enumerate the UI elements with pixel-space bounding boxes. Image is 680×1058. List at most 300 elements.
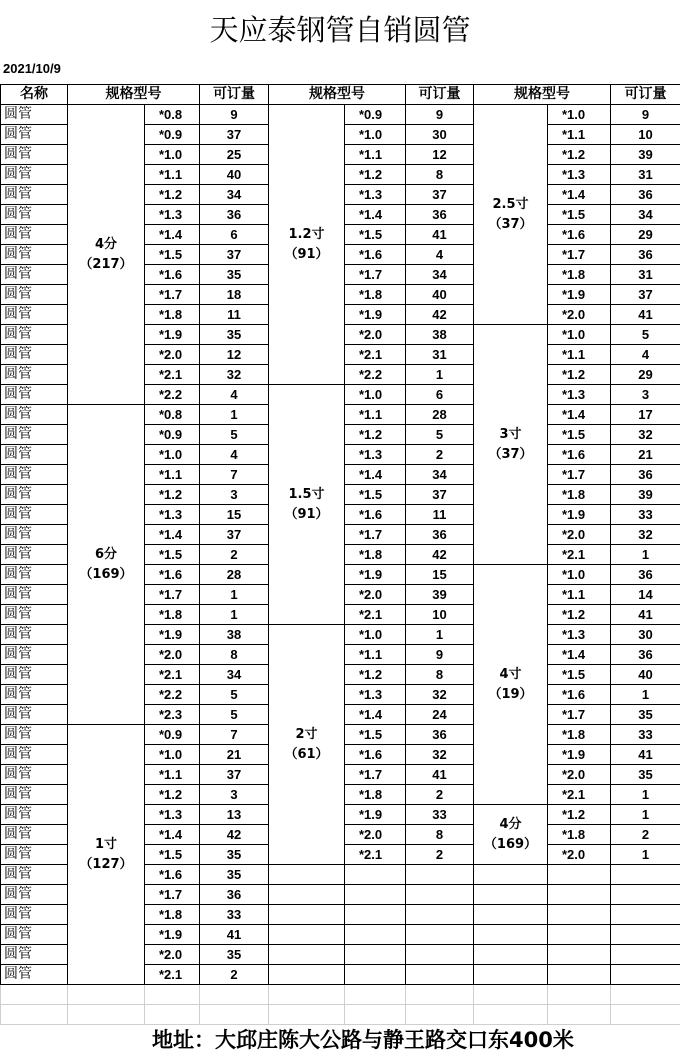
qty-cell: 36 [611, 465, 680, 485]
qty-cell: 35 [200, 325, 269, 345]
qty-cell: 1 [611, 545, 680, 565]
spec-cell: *2.0 [145, 345, 200, 365]
qty-cell: 1 [406, 365, 474, 385]
group-label-cell [474, 325, 548, 565]
qty-cell: 34 [611, 205, 680, 225]
spec-cell: *1.7 [548, 705, 611, 725]
empty-cell [611, 985, 680, 1005]
spec-cell: *1.8 [345, 785, 406, 805]
header-spec-2: 规格型号 [269, 85, 406, 105]
header-spec-1: 规格型号 [68, 85, 200, 105]
empty-cell [611, 885, 680, 905]
empty-cell [548, 965, 611, 985]
address-line: 地址：大邱庄陈大公路与静王路交口东400米 [152, 1028, 574, 1052]
qty-cell: 10 [406, 605, 474, 625]
qty-cell: 4 [611, 345, 680, 365]
empty-cell [611, 1005, 680, 1025]
qty-cell: 21 [611, 445, 680, 465]
group-size: 1.5寸 [288, 486, 325, 502]
item-name-cell: 圆管 [1, 345, 68, 365]
empty-cell [345, 1005, 406, 1025]
spec-cell: *1.7 [345, 265, 406, 285]
qty-cell: 10 [611, 125, 680, 145]
spec-cell: *2.2 [145, 385, 200, 405]
group-size: 4分 [94, 236, 118, 252]
spec-cell: *1.9 [548, 745, 611, 765]
qty-cell: 39 [611, 485, 680, 505]
qty-cell: 17 [611, 405, 680, 425]
item-name-cell: 圆管 [1, 265, 68, 285]
group-total: （127） [79, 856, 133, 872]
item-name-cell: 圆管 [1, 305, 68, 325]
qty-cell: 41 [200, 925, 269, 945]
item-name-cell: 圆管 [1, 585, 68, 605]
item-name-cell: 圆管 [1, 105, 68, 125]
empty-cell [68, 985, 145, 1005]
empty-cell [345, 865, 406, 885]
group-size: 2.5寸 [492, 196, 529, 212]
empty-cell [200, 985, 269, 1005]
qty-cell: 42 [406, 545, 474, 565]
qty-cell: 1 [611, 805, 680, 825]
spec-cell: *1.6 [345, 505, 406, 525]
spec-cell: *1.5 [145, 245, 200, 265]
spec-cell: *1.1 [345, 645, 406, 665]
item-name-cell: 圆管 [1, 725, 68, 745]
qty-cell: 36 [406, 525, 474, 545]
empty-cell [406, 865, 474, 885]
qty-cell: 40 [406, 285, 474, 305]
qty-cell: 36 [611, 185, 680, 205]
item-name-cell: 圆管 [1, 885, 68, 905]
item-name-cell: 圆管 [1, 785, 68, 805]
empty-cell [474, 1005, 548, 1025]
spec-cell: *0.9 [345, 105, 406, 125]
spec-cell: *1.6 [345, 745, 406, 765]
empty-cell [68, 1005, 145, 1025]
item-name-cell: 圆管 [1, 905, 68, 925]
qty-cell: 12 [406, 145, 474, 165]
empty-cell [474, 905, 548, 925]
spec-cell: *1.1 [145, 465, 200, 485]
qty-cell: 4 [200, 445, 269, 465]
spec-cell: *1.8 [145, 305, 200, 325]
group-total: （91） [284, 246, 329, 262]
spec-cell: *1.0 [548, 565, 611, 585]
item-name-cell: 圆管 [1, 125, 68, 145]
qty-cell: 1 [200, 605, 269, 625]
item-name-cell: 圆管 [1, 745, 68, 765]
spec-cell: *0.9 [145, 125, 200, 145]
group-label-cell [68, 405, 145, 725]
qty-cell: 29 [611, 225, 680, 245]
spec-cell: *1.7 [145, 285, 200, 305]
empty-cell [269, 865, 345, 885]
group-label-cell [474, 105, 548, 325]
empty-cell [269, 945, 345, 965]
item-name-cell: 圆管 [1, 805, 68, 825]
empty-cell [145, 985, 200, 1005]
empty-cell [269, 985, 345, 1005]
spec-cell: *1.2 [345, 165, 406, 185]
spec-cell: *1.7 [345, 525, 406, 545]
qty-cell: 5 [406, 425, 474, 445]
spec-cell: *1.5 [345, 725, 406, 745]
empty-cell [611, 905, 680, 925]
header-spec-3: 规格型号 [474, 85, 611, 105]
qty-cell: 33 [611, 505, 680, 525]
empty-cell [145, 1005, 200, 1025]
qty-cell: 18 [200, 285, 269, 305]
spec-cell: *1.1 [145, 165, 200, 185]
empty-cell [406, 965, 474, 985]
spec-cell: *2.1 [145, 965, 200, 985]
qty-cell: 9 [611, 105, 680, 125]
spec-cell: *1.9 [145, 925, 200, 945]
group-size: 2寸 [295, 726, 318, 742]
qty-cell: 15 [200, 505, 269, 525]
group-size: 4寸 [499, 666, 522, 682]
qty-cell: 1 [200, 405, 269, 425]
empty-cell [474, 885, 548, 905]
qty-cell: 2 [406, 845, 474, 865]
item-name-cell: 圆管 [1, 485, 68, 505]
table-row [1, 105, 680, 125]
blank-row [1, 985, 680, 1005]
empty-cell [345, 925, 406, 945]
spec-cell: *2.1 [345, 845, 406, 865]
qty-cell: 2 [611, 825, 680, 845]
empty-cell [548, 925, 611, 945]
group-label-cell [474, 805, 548, 865]
spec-cell: *2.0 [345, 325, 406, 345]
item-name-cell: 圆管 [1, 445, 68, 465]
item-name-cell: 圆管 [1, 625, 68, 645]
qty-cell: 12 [200, 345, 269, 365]
qty-cell: 41 [611, 605, 680, 625]
sheet-date: 2021/10/9 [3, 61, 61, 76]
group-size: 1.2寸 [288, 226, 325, 242]
spec-cell: *1.5 [345, 485, 406, 505]
empty-cell [474, 965, 548, 985]
spec-cell: *1.1 [345, 145, 406, 165]
item-name-cell: 圆管 [1, 605, 68, 625]
spec-cell: *0.8 [145, 405, 200, 425]
item-name-cell: 圆管 [1, 925, 68, 945]
inventory-table [0, 84, 680, 1025]
qty-cell: 32 [611, 425, 680, 445]
qty-cell: 35 [200, 945, 269, 965]
qty-cell: 15 [406, 565, 474, 585]
spec-cell: *1.3 [548, 625, 611, 645]
spec-cell: *1.2 [345, 665, 406, 685]
spec-cell: *1.6 [145, 865, 200, 885]
empty-cell [548, 865, 611, 885]
qty-cell: 5 [200, 425, 269, 445]
spec-cell: *1.8 [548, 485, 611, 505]
item-name-cell: 圆管 [1, 525, 68, 545]
spec-cell: *1.5 [548, 425, 611, 445]
spec-cell: *1.6 [145, 265, 200, 285]
header-qty-1: 可订量 [200, 85, 269, 105]
spec-cell: *1.4 [145, 525, 200, 545]
group-total: （91） [284, 506, 329, 522]
group-label-cell [269, 625, 345, 865]
qty-cell: 25 [200, 145, 269, 165]
group-total: （169） [79, 566, 133, 582]
spec-cell: *2.1 [548, 785, 611, 805]
empty-cell [269, 1005, 345, 1025]
qty-cell: 24 [406, 705, 474, 725]
header-name: 名称 [1, 85, 68, 105]
empty-cell [474, 945, 548, 965]
header-qty-3: 可订量 [611, 85, 680, 105]
spec-cell: *1.1 [548, 345, 611, 365]
spec-cell: *1.0 [145, 145, 200, 165]
empty-cell [611, 925, 680, 945]
table-body [1, 105, 680, 1025]
empty-cell [406, 945, 474, 965]
qty-cell: 3 [200, 785, 269, 805]
qty-cell: 7 [200, 465, 269, 485]
spec-cell: *1.4 [345, 205, 406, 225]
qty-cell: 41 [611, 745, 680, 765]
spec-cell: *1.7 [145, 885, 200, 905]
spec-cell: *1.8 [145, 905, 200, 925]
qty-cell: 4 [406, 245, 474, 265]
empty-cell [269, 925, 345, 945]
spec-cell: *1.3 [345, 685, 406, 705]
qty-cell: 1 [611, 685, 680, 705]
spec-cell: *1.4 [548, 645, 611, 665]
qty-cell: 41 [406, 225, 474, 245]
spec-cell: *2.3 [145, 705, 200, 725]
qty-cell: 11 [200, 305, 269, 325]
qty-cell: 37 [200, 765, 269, 785]
item-name-cell: 圆管 [1, 285, 68, 305]
spec-cell: *1.0 [345, 125, 406, 145]
empty-cell [611, 965, 680, 985]
qty-cell: 2 [200, 545, 269, 565]
qty-cell: 2 [406, 445, 474, 465]
spec-cell: *2.1 [345, 345, 406, 365]
qty-cell: 38 [406, 325, 474, 345]
spec-cell: *1.9 [345, 305, 406, 325]
qty-cell: 30 [611, 625, 680, 645]
item-name-cell: 圆管 [1, 865, 68, 885]
spec-cell: *1.9 [548, 505, 611, 525]
spec-cell: *1.3 [145, 805, 200, 825]
qty-cell: 9 [406, 645, 474, 665]
empty-cell [611, 945, 680, 965]
qty-cell: 36 [200, 205, 269, 225]
empty-cell [548, 985, 611, 1005]
item-name-cell: 圆管 [1, 845, 68, 865]
empty-cell [345, 945, 406, 965]
qty-cell: 4 [200, 385, 269, 405]
spec-cell: *2.0 [345, 825, 406, 845]
empty-cell [269, 905, 345, 925]
qty-cell: 34 [200, 185, 269, 205]
empty-cell [345, 965, 406, 985]
qty-cell: 6 [406, 385, 474, 405]
spec-cell: *0.8 [145, 105, 200, 125]
qty-cell: 32 [611, 525, 680, 545]
spec-cell: *1.3 [145, 505, 200, 525]
empty-cell [406, 985, 474, 1005]
spec-cell: *1.9 [145, 325, 200, 345]
qty-cell: 37 [200, 525, 269, 545]
spec-cell: *1.5 [145, 545, 200, 565]
qty-cell: 34 [406, 465, 474, 485]
qty-cell: 8 [406, 165, 474, 185]
spec-cell: *2.0 [548, 305, 611, 325]
spec-cell: *2.1 [548, 545, 611, 565]
spec-cell: *1.2 [345, 425, 406, 445]
group-size: 6分 [94, 546, 118, 562]
spec-cell: *1.0 [145, 745, 200, 765]
item-name-cell: 圆管 [1, 545, 68, 565]
qty-cell: 35 [200, 265, 269, 285]
item-name-cell: 圆管 [1, 365, 68, 385]
qty-cell: 5 [200, 685, 269, 705]
qty-cell: 31 [406, 345, 474, 365]
qty-cell: 33 [200, 905, 269, 925]
spec-cell: *1.3 [345, 445, 406, 465]
qty-cell: 14 [611, 585, 680, 605]
spec-cell: *1.0 [548, 105, 611, 125]
qty-cell: 30 [406, 125, 474, 145]
spec-cell: *1.9 [345, 565, 406, 585]
qty-cell: 2 [406, 785, 474, 805]
item-name-cell: 圆管 [1, 705, 68, 725]
qty-cell: 35 [611, 765, 680, 785]
empty-cell [474, 865, 548, 885]
qty-cell: 11 [406, 505, 474, 525]
item-name-cell: 圆管 [1, 765, 68, 785]
qty-cell: 28 [406, 405, 474, 425]
qty-cell: 37 [200, 125, 269, 145]
spec-cell: *0.9 [145, 725, 200, 745]
spec-cell: *1.6 [548, 445, 611, 465]
empty-cell [200, 1005, 269, 1025]
empty-cell [269, 965, 345, 985]
empty-cell [406, 925, 474, 945]
item-name-cell: 圆管 [1, 385, 68, 405]
spec-cell: *1.8 [548, 725, 611, 745]
empty-cell [1, 985, 68, 1005]
empty-cell [548, 885, 611, 905]
qty-cell: 1 [200, 585, 269, 605]
group-size: 3寸 [499, 426, 522, 442]
qty-cell: 41 [611, 305, 680, 325]
spec-cell: *2.2 [345, 365, 406, 385]
spec-cell: *1.9 [548, 285, 611, 305]
empty-cell [611, 865, 680, 885]
spec-cell: *0.9 [145, 425, 200, 445]
qty-cell: 42 [406, 305, 474, 325]
empty-cell [406, 885, 474, 905]
qty-cell: 40 [200, 165, 269, 185]
spec-cell: *1.2 [548, 605, 611, 625]
qty-cell: 29 [611, 365, 680, 385]
empty-cell [548, 1005, 611, 1025]
empty-cell [548, 945, 611, 965]
spec-cell: *1.0 [345, 625, 406, 645]
spec-cell: *1.8 [345, 285, 406, 305]
qty-cell: 36 [406, 725, 474, 745]
spec-cell: *1.8 [548, 265, 611, 285]
qty-cell: 32 [200, 365, 269, 385]
spec-cell: *2.1 [145, 665, 200, 685]
group-size: 1寸 [94, 836, 118, 852]
qty-cell: 35 [200, 845, 269, 865]
spec-cell: *1.2 [548, 805, 611, 825]
spec-cell: *1.2 [548, 365, 611, 385]
qty-cell: 36 [611, 245, 680, 265]
spec-cell: *2.2 [145, 685, 200, 705]
item-name-cell: 圆管 [1, 505, 68, 525]
qty-cell: 35 [611, 705, 680, 725]
spec-cell: *1.9 [145, 625, 200, 645]
spec-cell: *1.3 [345, 185, 406, 205]
empty-cell [269, 885, 345, 905]
spec-cell: *1.1 [345, 405, 406, 425]
qty-cell: 39 [406, 585, 474, 605]
qty-cell: 6 [200, 225, 269, 245]
qty-cell: 40 [611, 665, 680, 685]
group-label-cell [68, 105, 145, 405]
spec-cell: *1.8 [345, 545, 406, 565]
spec-cell: *1.0 [145, 445, 200, 465]
spec-cell: *1.4 [548, 185, 611, 205]
qty-cell: 2 [200, 965, 269, 985]
item-name-cell: 圆管 [1, 665, 68, 685]
qty-cell: 31 [611, 265, 680, 285]
spec-cell: *1.6 [345, 245, 406, 265]
qty-cell: 9 [200, 105, 269, 125]
qty-cell: 1 [406, 625, 474, 645]
qty-cell: 38 [200, 625, 269, 645]
spec-cell: *1.8 [548, 825, 611, 845]
spec-cell: *1.0 [548, 325, 611, 345]
spec-cell: *1.3 [548, 385, 611, 405]
blank-row [1, 1005, 680, 1025]
empty-cell [406, 1005, 474, 1025]
spec-cell: *2.0 [345, 585, 406, 605]
qty-cell: 36 [611, 565, 680, 585]
item-name-cell: 圆管 [1, 405, 68, 425]
qty-cell: 41 [406, 765, 474, 785]
spec-cell: *1.4 [548, 405, 611, 425]
qty-cell: 3 [200, 485, 269, 505]
spec-cell: *1.4 [345, 705, 406, 725]
group-total: （61） [284, 746, 329, 762]
qty-cell: 21 [200, 745, 269, 765]
spec-cell: *1.4 [345, 465, 406, 485]
qty-cell: 36 [406, 205, 474, 225]
empty-cell [474, 985, 548, 1005]
empty-cell [406, 905, 474, 925]
spec-cell: *1.5 [548, 205, 611, 225]
group-total: （217） [79, 256, 133, 272]
spec-cell: *1.2 [145, 185, 200, 205]
qty-cell: 7 [200, 725, 269, 745]
spec-cell: *1.1 [548, 585, 611, 605]
empty-cell [345, 985, 406, 1005]
spec-cell: *1.7 [145, 585, 200, 605]
qty-cell: 1 [611, 785, 680, 805]
